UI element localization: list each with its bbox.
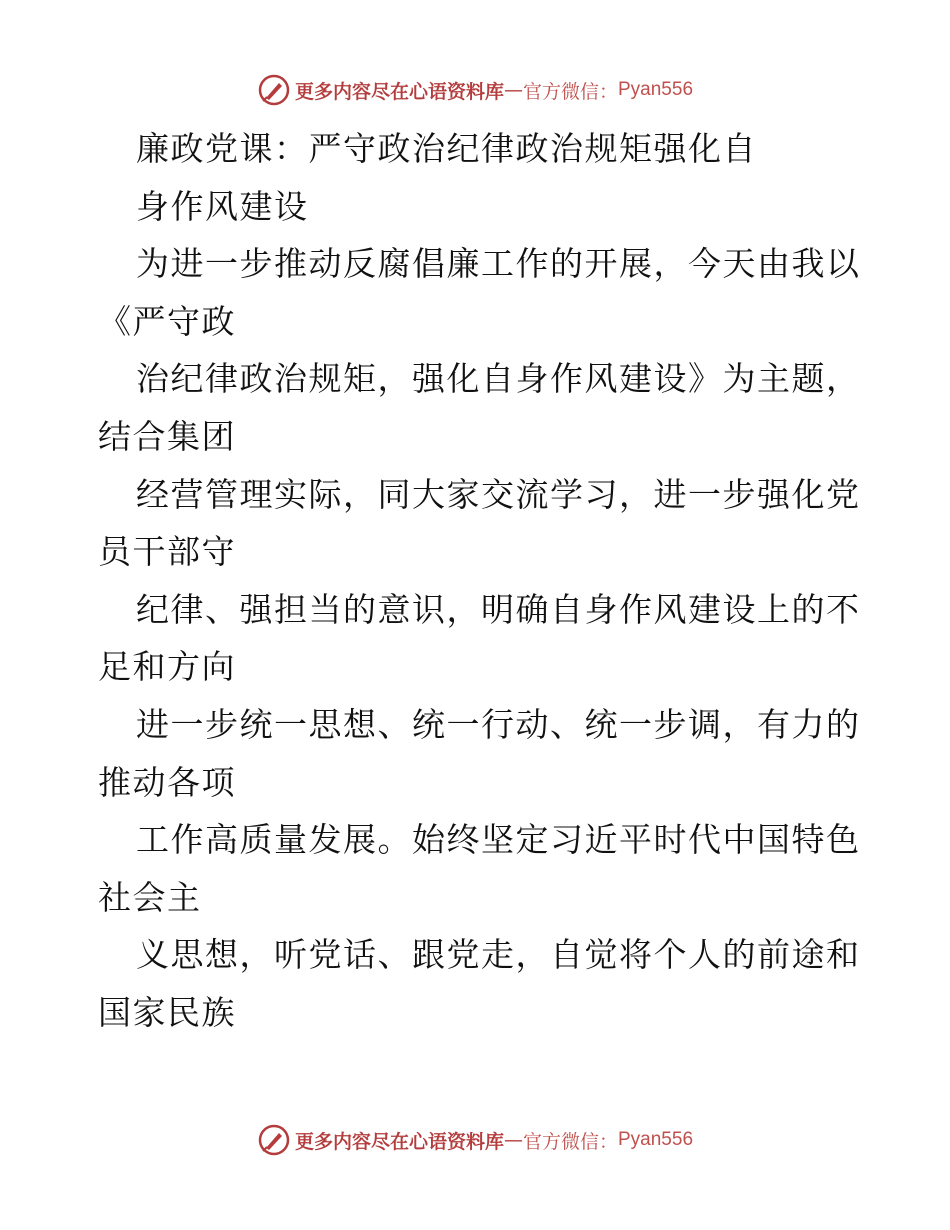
header-banner [0, 70, 950, 110]
document-body [98, 120, 861, 1042]
banner-wechat-id: Pyan556 [618, 1129, 694, 1150]
banner-title: 更多内容尽在心语资料库 [294, 80, 504, 103]
text-line: 员干部守 [98, 532, 236, 572]
text-line: 推动各项 [98, 762, 236, 802]
pen-logo-icon [257, 1123, 291, 1157]
text-line: 工作高质量发展。始终坚定习近平时代中国特色 [136, 820, 861, 860]
text-line: 国家民族 [98, 992, 236, 1032]
footer-banner [0, 1120, 950, 1160]
banner-wechat-label: 官方微信： [522, 80, 618, 103]
text-line: 纪律、强担当的意识，明确自身作风建设上的不 [136, 589, 861, 629]
pen-logo-icon [257, 73, 291, 107]
banner-wechat-label: 官方微信： [522, 1130, 618, 1153]
text-line: 廉政党课：严守政治纪律政治规矩强化自 [136, 129, 757, 168]
text-line: 《严守政 [98, 301, 236, 341]
banner-wechat-id: Pyan556 [618, 79, 694, 100]
text-line: 社会主 [98, 877, 202, 917]
text-line: 进一步统一思想、统一行动、统一步调，有力的 [136, 704, 861, 744]
text-line: 经营管理实际，同大家交流学习，进一步强化党 [136, 474, 861, 514]
text-line: 足和方向 [98, 647, 236, 687]
banner-separator: — [503, 1129, 523, 1151]
text-line: 义思想，听党话、跟党走，自觉将个人的前途和 [136, 935, 861, 975]
banner-title: 更多内容尽在心语资料库 [294, 1130, 504, 1153]
text-line: 结合集团 [98, 416, 236, 456]
text-line: 身作风建设 [136, 186, 309, 226]
banner-separator: — [503, 79, 523, 101]
text-line: 为进一步推动反腐倡廉工作的开展，今天由我以 [136, 244, 861, 284]
text-line: 治纪律政治规矩，强化自身作风建设》为主题， [136, 359, 861, 399]
